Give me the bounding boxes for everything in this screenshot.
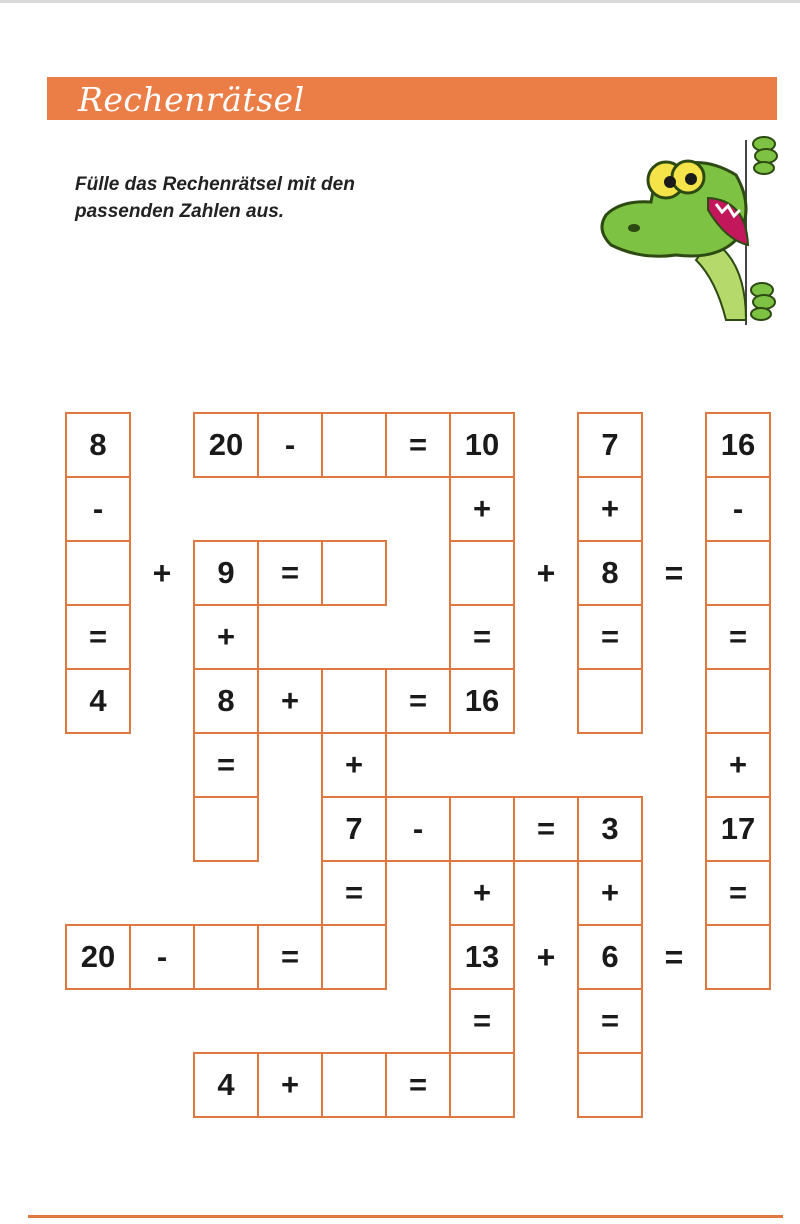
grid-cell: = (705, 860, 771, 926)
grid-cell: = (65, 604, 131, 670)
operator-symbol: + (536, 938, 556, 975)
grid-cell: = (577, 988, 643, 1054)
operator-symbol: = (664, 938, 684, 975)
grid-cell: 7 (321, 796, 387, 862)
grid-cell: + (193, 604, 259, 670)
grid-cell: + (321, 732, 387, 798)
grid-cell: 8 (577, 540, 643, 606)
answer-box[interactable] (321, 1052, 387, 1118)
grid-cell: = (257, 924, 323, 990)
grid-cell: + (257, 1052, 323, 1118)
answer-box[interactable] (321, 924, 387, 990)
grid-cell: = (257, 540, 323, 606)
grid-cell: 10 (449, 412, 515, 478)
grid-cell: 9 (193, 540, 259, 606)
grid-cell: 20 (193, 412, 259, 478)
answer-box[interactable] (321, 412, 387, 478)
answer-box[interactable] (449, 796, 515, 862)
grid-cell: 13 (449, 924, 515, 990)
page-title: Rechenrätsel (78, 80, 305, 119)
grid-cell: = (385, 1052, 451, 1118)
answer-box[interactable] (193, 796, 259, 862)
grid-cell: - (705, 476, 771, 542)
grid-cell: + (577, 476, 643, 542)
crocodile-mascot-icon (596, 130, 786, 330)
grid-cell: = (193, 732, 259, 798)
top-divider (0, 0, 800, 3)
grid-cell: - (65, 476, 131, 542)
grid-cell: + (705, 732, 771, 798)
bottom-divider (28, 1215, 783, 1218)
grid-cell: 7 (577, 412, 643, 478)
answer-box[interactable] (577, 668, 643, 734)
answer-box[interactable] (705, 540, 771, 606)
grid-cell: = (385, 412, 451, 478)
grid-cell: = (449, 604, 515, 670)
grid-cell: 16 (705, 412, 771, 478)
grid-cell: 20 (65, 924, 131, 990)
operator-symbol: = (664, 554, 684, 591)
answer-box[interactable] (321, 540, 387, 606)
instruction-line-2: passenden Zahlen aus. (75, 201, 285, 222)
instruction-text (75, 171, 435, 225)
grid-cell: + (449, 476, 515, 542)
grid-cell: = (513, 796, 579, 862)
grid-cell: + (257, 668, 323, 734)
operator-symbol: + (152, 554, 172, 591)
grid-cell: + (449, 860, 515, 926)
grid-cell: = (577, 604, 643, 670)
answer-box[interactable] (449, 1052, 515, 1118)
grid-cell: 8 (65, 412, 131, 478)
grid-cell: 4 (193, 1052, 259, 1118)
grid-cell: 3 (577, 796, 643, 862)
grid-cell: = (705, 604, 771, 670)
answer-box[interactable] (65, 540, 131, 606)
grid-cell: - (385, 796, 451, 862)
answer-box[interactable] (577, 1052, 643, 1118)
grid-cell: - (257, 412, 323, 478)
grid-cell: 6 (577, 924, 643, 990)
grid-cell: = (385, 668, 451, 734)
grid-cell: 16 (449, 668, 515, 734)
operator-symbol: + (536, 554, 556, 591)
grid-cell: + (577, 860, 643, 926)
answer-box[interactable] (321, 668, 387, 734)
grid-cell: 4 (65, 668, 131, 734)
grid-cell: 8 (193, 668, 259, 734)
grid-cell: = (321, 860, 387, 926)
answer-box[interactable] (705, 924, 771, 990)
answer-box[interactable] (193, 924, 259, 990)
answer-box[interactable] (449, 540, 515, 606)
answer-box[interactable] (705, 668, 771, 734)
instruction-line-1: Fülle das Rechenrätsel mit den (75, 174, 355, 195)
grid-cell: = (449, 988, 515, 1054)
grid-cell: 17 (705, 796, 771, 862)
grid-cell: - (129, 924, 195, 990)
